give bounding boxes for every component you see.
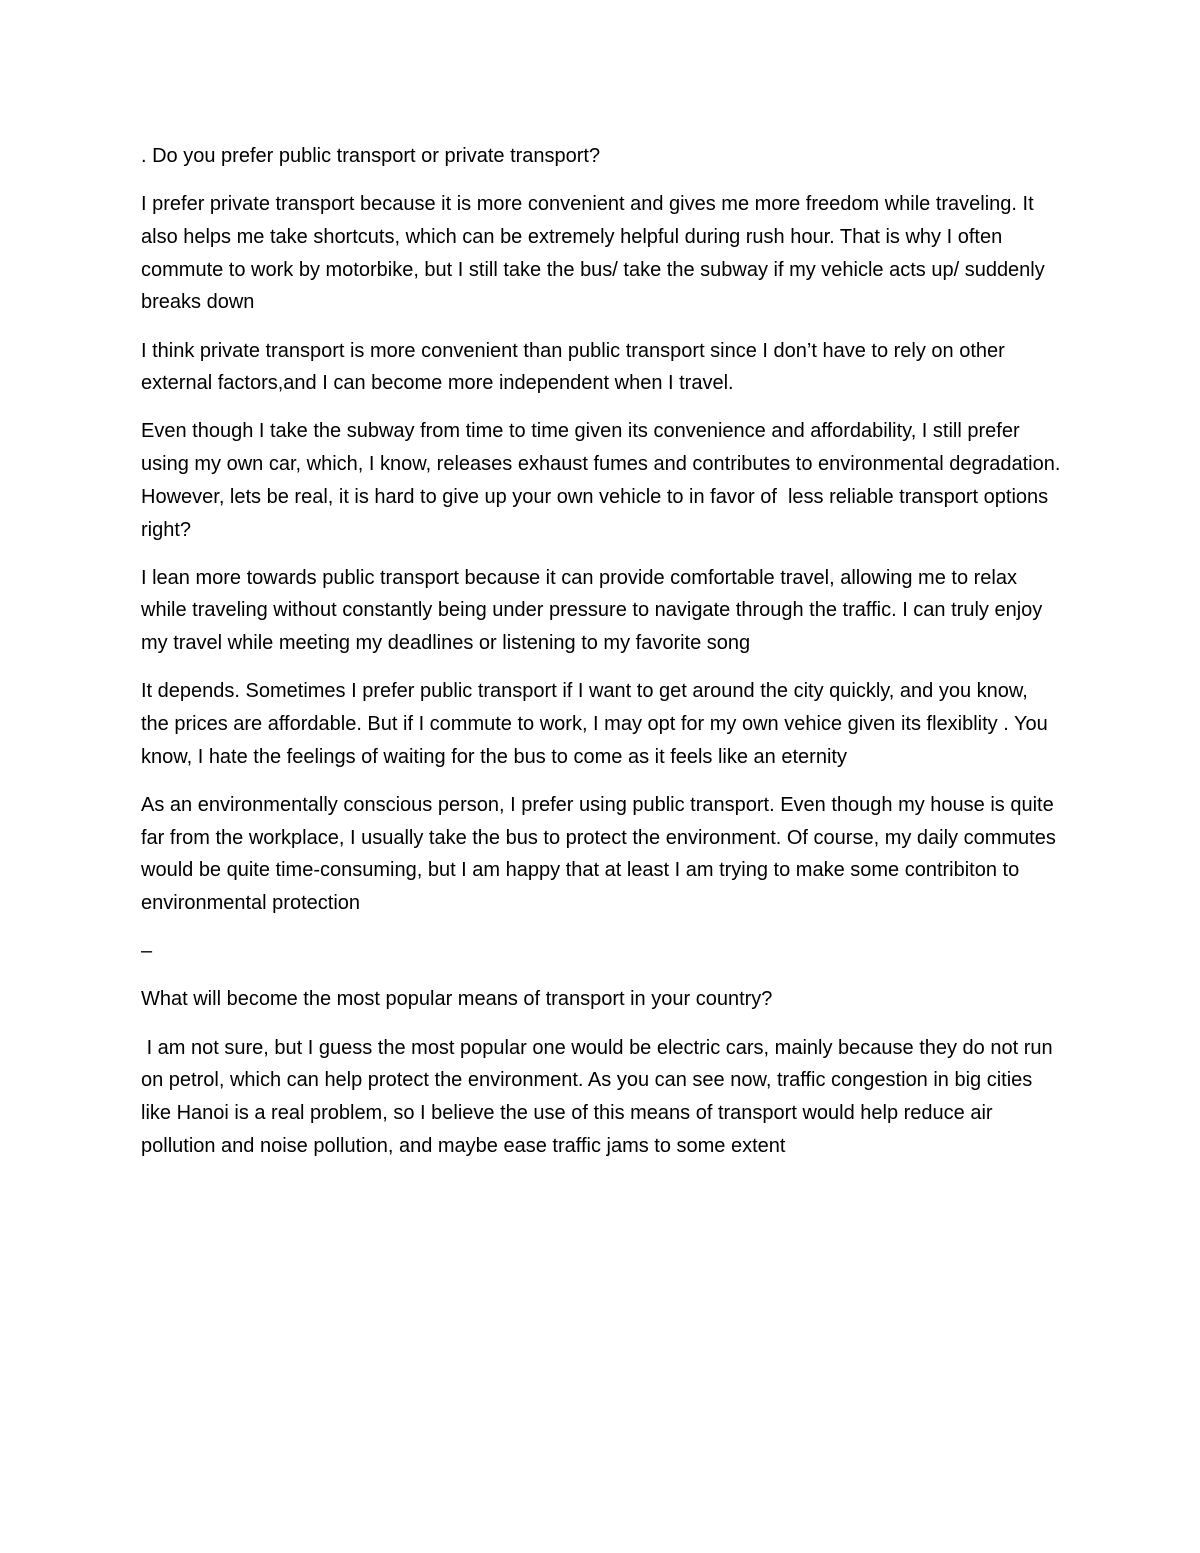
- question-2: What will become the most popular means of transport in your country?: [141, 988, 773, 1011]
- answer-paragraph: I lean more towards public transport because it can provide comfortable travel, allowing me to relax while traveling without constantly being under pressure to navigate through the traffic. I can truly enjoy my travel while meeting my deadlines or listening to my favorite song: [141, 566, 1048, 655]
- answer-paragraph: I think private transport is more convenient than public transport since I don’t have to rely on other external factors,and I can become more independent when I travel.: [141, 339, 1011, 395]
- answer-paragraph: I am not sure, but I guess the most popular one would be electric cars, mainly because they do not run on petrol, which can help protect the environment. As you can see now, traffic congestion in big cities like Hanoi is a real problem, so I believe the use of this means of transport would help reduce air pollution and noise pollution, and maybe ease traffic jams to some extent: [141, 1036, 1059, 1157]
- answer-paragraph: It depends. Sometimes I prefer public transport if I want to get around the city quickly, and you know, the prices are affordable. But if I commute to work, I may opt for my own vehice given its flexiblity . You know, I hate the feelings of waiting for the bus to come as it feels like an eternity: [141, 680, 1054, 768]
- answer-paragraph: Even though I take the subway from time to time given its convenience and affordability, I still prefer using my own car, which, I know, releases exhaust fumes and contributes to environmental degradation. However, lets be real, it is hard to give up your own vehicle to in favor of less reliable transport options right?: [141, 420, 1066, 541]
- question-1: . Do you prefer public transport or private transport?: [141, 145, 601, 167]
- section-separator: –: [141, 940, 153, 963]
- answer-paragraph: I prefer private transport because it is more convenient and gives me more freedom while traveling. It also helps me take shortcuts, which can be extremely helpful during rush hour. That is why I often commute to work by motorbike, but I still take the bus/ take the subway if my vehicle acts up/ suddenly breaks down: [141, 193, 1051, 314]
- answer-paragraph: As an environmentally conscious person, I prefer using public transport. Even though my house is quite far from the workplace, I usually take the bus to protect the environment. Of course, my daily commutes would be quite time-consuming, but I am happy that at least I am trying to make some contribiton to environmental protection: [141, 793, 1062, 915]
- document-body: [141, 140, 1066, 1178]
